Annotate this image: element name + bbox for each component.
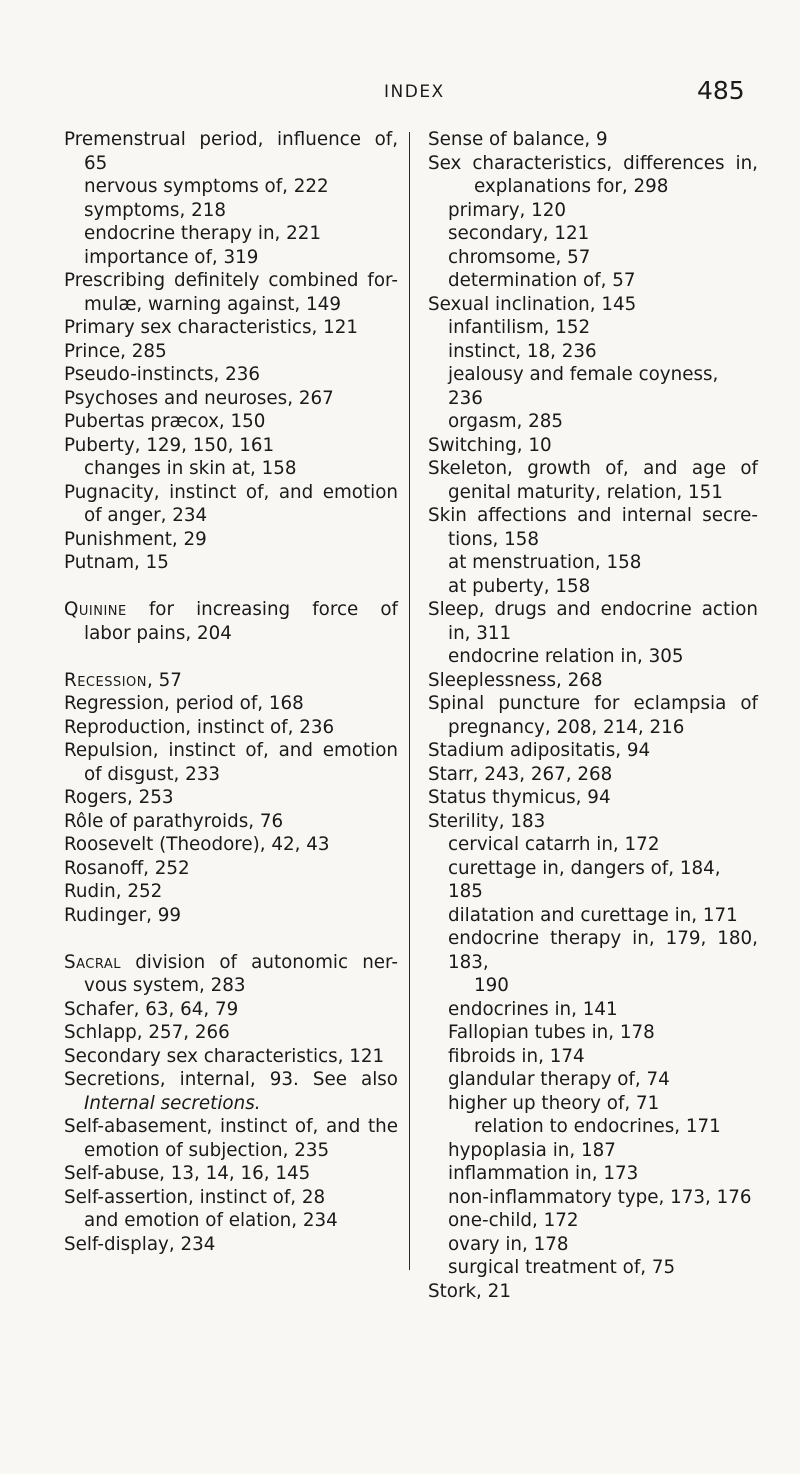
index-entry — [64, 998, 398, 1022]
index-subentry — [64, 222, 398, 246]
index-subentry — [428, 575, 758, 599]
index-subentry — [428, 833, 758, 857]
entry-text: Reproduction, instinct of, 236 — [64, 716, 335, 738]
index-entry-continuation — [64, 1092, 398, 1116]
column-divider — [409, 132, 410, 1270]
index-entry — [64, 481, 398, 505]
entry-text: Regression, period of, 168 — [64, 693, 304, 714]
entry-text: jealousy and female coyness, 236 — [448, 364, 719, 409]
entry-text: endocrine therapy in, 221 — [84, 223, 322, 244]
index-entry — [64, 269, 398, 293]
entry-text: and emotion of elation, 234 — [84, 1210, 338, 1231]
entry-text: chromsome, 57 — [448, 246, 591, 268]
entry-text: Self-display, 234 — [64, 1233, 216, 1255]
entry-text: Sleep, drugs and endocrine action — [428, 599, 758, 620]
index-entry — [428, 692, 758, 716]
entry-text: surgical treatment of, 75 — [448, 1257, 676, 1278]
entry-text: endocrine therapy in, 179, 180, 183, — [448, 928, 758, 973]
index-entry — [64, 1115, 398, 1139]
index-entry-continuation — [428, 528, 758, 552]
index-entry — [428, 1280, 758, 1304]
index-entry — [428, 152, 758, 176]
entry-text: genital maturity, relation, 151 — [448, 481, 723, 503]
index-entry — [428, 739, 758, 763]
entry-text: Secondary sex characteristics, 121 — [64, 1045, 385, 1067]
entry-text: Punishment, 29 — [64, 528, 207, 550]
index-subentry — [428, 1162, 758, 1186]
entry-text: 190 — [474, 975, 509, 996]
entry-text: Premenstrual period, influence of, — [64, 129, 398, 150]
entry-text: Status thymicus, 94 — [428, 787, 611, 808]
entry-text: Skeleton, growth of, and age of — [428, 458, 758, 479]
entry-text: Rosanoff, 252 — [64, 857, 190, 879]
entry-text: in, 311 — [448, 622, 512, 644]
index-entry-continuation — [64, 1139, 398, 1163]
entry-text: secondary, 121 — [448, 223, 590, 244]
index-subentry-continuation — [428, 1115, 758, 1139]
index-entry — [428, 293, 758, 317]
entry-text: dilatation and curettage in, 171 — [448, 904, 738, 926]
entry-text: Rudin, 252 — [64, 881, 163, 902]
index-entry — [64, 387, 398, 411]
index-entry — [64, 1021, 398, 1045]
index-entry — [64, 363, 398, 387]
index-entry — [428, 504, 758, 528]
entry-text: Schafer, 63, 64, 79 — [64, 998, 239, 1020]
index-column-left — [64, 128, 398, 1256]
index-subentry — [428, 1021, 758, 1045]
index-entry — [428, 434, 758, 458]
entry-text: Self-abuse, 13, 14, 16, 145 — [64, 1163, 311, 1184]
entry-text: ovary in, 178 — [448, 1233, 569, 1255]
entry-text: Pseudo-instincts, 236 — [64, 364, 261, 385]
entry-text: glandular therapy of, 74 — [448, 1069, 670, 1090]
entry-text: mulæ, warning against, 149 — [84, 293, 341, 315]
entry-text: Rôle of parathyroids, 76 — [64, 810, 284, 832]
entry-text: Repulsion, instinct of, and emotion — [64, 740, 398, 761]
index-entry — [64, 833, 398, 857]
index-entry-continuation — [64, 504, 398, 528]
section-initial-word: Quinine — [64, 599, 127, 620]
index-entry — [428, 763, 758, 787]
entry-text: of disgust, 233 — [84, 763, 221, 785]
index-subentry — [428, 222, 758, 246]
entry-text: symptoms, 218 — [84, 199, 226, 221]
index-entry — [428, 669, 758, 693]
entry-text: primary, 120 — [448, 199, 567, 221]
index-entry — [64, 1045, 398, 1069]
entry-text: for increasing force of — [126, 599, 398, 620]
entry-text: changes in skin at, 158 — [84, 458, 297, 479]
index-subentry — [428, 1068, 758, 1092]
index-subentry — [428, 1186, 758, 1210]
index-subentry — [428, 1139, 758, 1163]
entry-text: explanations for, 298 — [474, 176, 669, 197]
entry-text: labor pains, 204 — [84, 622, 232, 644]
entry-text: relation to endocrines, 171 — [474, 1116, 721, 1137]
index-entry-continuation — [64, 622, 398, 646]
page-header — [0, 76, 800, 106]
section-gap — [64, 645, 398, 669]
entry-text: Sex characteristics, differences in, — [428, 152, 758, 174]
index-column-right — [428, 128, 758, 1303]
entry-text: one-child, 172 — [448, 1210, 579, 1231]
index-entry — [64, 716, 398, 740]
entry-text: infantilism, 152 — [448, 317, 591, 338]
entry-text: Pubertas præcox, 150 — [64, 411, 266, 432]
page-number: 485 — [697, 76, 745, 105]
index-entry — [64, 739, 398, 763]
index-entry — [64, 598, 398, 622]
index-entry — [64, 551, 398, 575]
index-entry — [64, 669, 398, 693]
entry-text: Self-assertion, instinct of, 28 — [64, 1186, 326, 1208]
index-entry — [64, 128, 398, 152]
entry-text: of anger, 234 — [84, 505, 208, 526]
entry-text: Switching, 10 — [428, 434, 552, 456]
index-subentry — [428, 904, 758, 928]
index-entry — [64, 1068, 398, 1092]
index-entry — [428, 598, 758, 622]
index-entry — [64, 1186, 398, 1210]
entry-text: importance of, 319 — [84, 246, 259, 268]
index-entry — [64, 528, 398, 552]
index-entry — [64, 692, 398, 716]
entry-text: Skin affections and internal secre- — [428, 505, 758, 526]
index-entry — [64, 410, 398, 434]
entry-text: Rogers, 253 — [64, 787, 174, 808]
index-subentry — [64, 246, 398, 270]
entry-text: Spinal puncture for eclampsia of — [428, 693, 758, 714]
index-subentry — [428, 340, 758, 364]
entry-text: Psychoses and neuroses, 267 — [64, 387, 334, 409]
index-entry — [428, 128, 758, 152]
index-subentry — [428, 199, 758, 223]
entry-text: curettage in, dangers of, 184, 185 — [448, 857, 721, 902]
section-gap — [64, 927, 398, 951]
index-entry — [428, 810, 758, 834]
index-entry-continuation — [428, 716, 758, 740]
index-subentry — [428, 363, 758, 410]
index-entry-continuation — [428, 481, 758, 505]
entry-text: inflammation in, 173 — [448, 1163, 639, 1184]
index-entry — [64, 786, 398, 810]
index-subentry — [428, 927, 758, 974]
index-entry — [64, 434, 398, 458]
entry-text: Sexual inclination, 145 — [428, 293, 637, 315]
index-entry — [64, 951, 398, 975]
index-subentry — [428, 998, 758, 1022]
entry-text: Starr, 243, 267, 268 — [428, 763, 613, 785]
entry-text: Prescribing definitely combined for- — [64, 270, 398, 291]
index-subentry — [428, 246, 758, 270]
index-entry-continuation — [64, 152, 398, 176]
running-head: INDEX — [384, 82, 445, 102]
entry-text: Pugnacity, instinct of, and emotion — [64, 481, 398, 503]
entry-text: at puberty, 158 — [448, 575, 591, 597]
index-entry — [428, 786, 758, 810]
entry-text: Sterility, 183 — [428, 810, 546, 832]
entry-text: division of autonomic ner- — [121, 951, 398, 973]
entry-text: emotion of subjection, 235 — [84, 1139, 330, 1161]
entry-text: pregnancy, 208, 214, 216 — [448, 716, 685, 738]
entry-text: endocrine relation in, 305 — [448, 646, 684, 667]
entry-text: instinct, 18, 236 — [448, 340, 597, 362]
index-entry — [64, 904, 398, 928]
entry-text: determination of, 57 — [448, 270, 636, 291]
index-subentry — [428, 316, 758, 340]
entry-text: fibroids in, 174 — [448, 1045, 585, 1067]
entry-text: Fallopian tubes in, 178 — [448, 1022, 655, 1043]
entry-text: Prince, 285 — [64, 340, 167, 362]
index-entry-continuation — [64, 293, 398, 317]
index-subentry — [428, 551, 758, 575]
index-entry — [64, 857, 398, 881]
cross-reference: Internal secretions. — [84, 1092, 261, 1114]
index-entry-continuation — [64, 974, 398, 998]
entry-text: Secretions, internal, 93. See also — [64, 1069, 398, 1090]
entry-text: Stadium adipositatis, 94 — [428, 740, 651, 761]
index-entry — [64, 810, 398, 834]
index-subentry — [428, 857, 758, 904]
index-entry — [428, 457, 758, 481]
index-entry — [64, 316, 398, 340]
index-subentry — [428, 1092, 758, 1116]
index-entry — [64, 199, 398, 223]
entry-text: Sleeplessness, 268 — [428, 669, 603, 691]
entry-text: hypoplasia in, 187 — [448, 1139, 616, 1161]
entry-text: orgasm, 285 — [448, 411, 564, 432]
entry-text: , 57 — [147, 669, 182, 691]
index-entry — [64, 340, 398, 364]
entry-text: 65 — [84, 152, 108, 174]
section-initial-word: Recession — [64, 669, 148, 691]
entry-text: higher up theory of, 71 — [448, 1092, 660, 1114]
entry-text: Puberty, 129, 150, 161 — [64, 434, 275, 456]
index-subentry — [428, 1045, 758, 1069]
index-entry — [64, 1233, 398, 1257]
index-subentry-continuation — [428, 175, 758, 199]
index-subentry — [428, 645, 758, 669]
entry-text: nervous symptoms of, 222 — [84, 176, 329, 197]
entry-text: tions, 158 — [448, 528, 540, 550]
entry-text: vous system, 283 — [84, 975, 246, 996]
index-subentry — [428, 1209, 758, 1233]
entry-text: at menstruation, 158 — [448, 552, 642, 573]
index-subentry — [428, 269, 758, 293]
section-initial-word: Sacral — [64, 951, 121, 973]
index-subentry — [64, 1209, 398, 1233]
index-subentry — [428, 410, 758, 434]
entry-text: Stork, 21 — [428, 1280, 511, 1302]
entry-text: Rudinger, 99 — [64, 904, 181, 926]
entry-text: Roosevelt (Theodore), 42, 43 — [64, 834, 330, 855]
entry-text: cervical catarrh in, 172 — [448, 834, 660, 855]
index-subentry — [64, 175, 398, 199]
entry-text: Primary sex characteristics, 121 — [64, 317, 359, 338]
index-subentry-continuation — [428, 974, 758, 998]
entry-text: endocrines in, 141 — [448, 998, 618, 1020]
entry-text: non-inflammatory type, 173, 176 — [448, 1186, 752, 1208]
index-entry-continuation — [64, 763, 398, 787]
index-subentry — [428, 1256, 758, 1280]
index-entry-continuation — [428, 622, 758, 646]
index-entry — [64, 1162, 398, 1186]
entry-text: Putnam, 15 — [64, 552, 169, 573]
index-entry — [64, 880, 398, 904]
index-subentry — [64, 457, 398, 481]
index-subentry — [428, 1233, 758, 1257]
entry-text: Self-abasement, instinct of, and the — [64, 1116, 398, 1137]
entry-text: Sense of balance, 9 — [428, 129, 608, 150]
section-gap — [64, 575, 398, 599]
entry-text: Schlapp, 257, 266 — [64, 1022, 230, 1043]
